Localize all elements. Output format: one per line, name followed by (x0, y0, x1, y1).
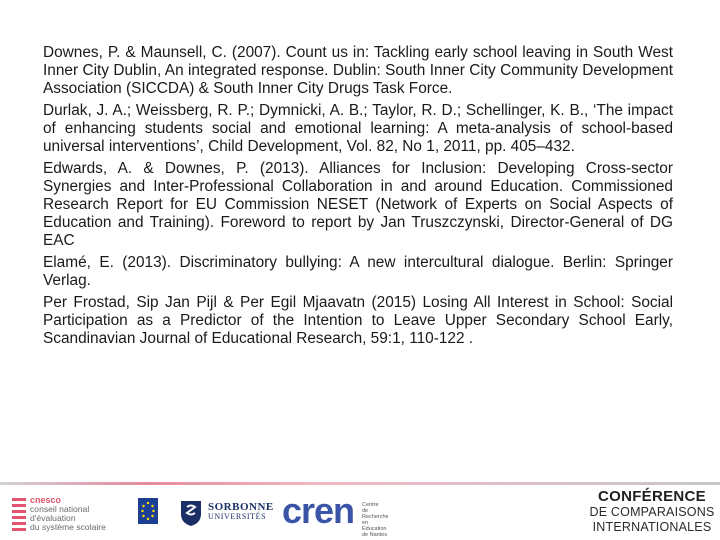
cren-sub-1: Centre (362, 502, 379, 508)
footer-divider (0, 482, 720, 485)
sorbonne-line-1: SORBONNE (208, 501, 274, 513)
reference-item: Downes, P. & Maunsell, C. (2007). Count us in: Tackling early school leaving in South West Inner City Dublin, An integrated response. Dublin: South Inner City Community Development Association (SICCDA) & South Inner City Drugs Task Force. (43, 44, 673, 97)
conference-line-1: CONFÉRENCE (597, 488, 706, 505)
cnesco-mark-icon (12, 498, 26, 534)
cren-sub-3: en Éducation (362, 520, 387, 532)
sorbonne-logo (178, 498, 274, 530)
cren-sub-4: de Nantes (362, 532, 388, 538)
reference-list (43, 44, 673, 352)
reference-item: Elamé, E. (2013). Discriminatory bullying: A new intercultural dialogue. Berlin: Springer Verlag. (43, 254, 673, 289)
eu-flag-icon (138, 498, 158, 524)
conference-line-3: INTERNATIONALES (592, 520, 712, 534)
cnesco-brand: cnesco (30, 495, 62, 505)
conference-logo (588, 488, 716, 540)
reference-item: Edwards, A. & Downes, P. (2013). Alliances for Inclusion: Developing Cross-sector Synergies and Inter-Professional Collaboration in and around Education. Commissioned Research Report for EU Commission NESET (Network of Experts on Social Aspects of Education and Training). Foreword to report by Jan Truszczynski, Director-General of DG EAC (43, 160, 673, 249)
reference-item: Per Frostad, Sip Jan Pijl & Per Egil Mjaavatn (2015) Losing All Interest in School: Social Participation as a Predictor of the Intention to Leave Upper Secondary School Early, Scandinavian Journal of Educational Research, 59:1, 110-122 . (43, 294, 673, 347)
cnesco-logo (12, 496, 124, 540)
reference-item: Durlak, J. A.; Weissberg, R. P.; Dymnicki, A. B.; Taylor, R. D.; Schellinger, K. B., ‘The impact of enhancing students social and emotional learning: A meta-analysis of school-based universal interventions’, Child Development, Vol. 82, No 1, 2011, pp. 405–432. (43, 102, 673, 155)
cren-wordmark: cren (282, 490, 355, 531)
footer-logos (0, 482, 720, 540)
sorbonne-line-2: UNIVERSITÉS (208, 512, 267, 521)
cnesco-line-2: d'évaluation (30, 513, 76, 523)
cnesco-line-1: conseil national (30, 504, 90, 514)
cnesco-line-3: du système scolaire (30, 522, 106, 532)
cren-logo (282, 490, 392, 538)
sorbonne-crest-icon (178, 498, 204, 528)
conference-line-2: DE COMPARAISONS (589, 505, 715, 519)
cren-sub-2: de Recherche (362, 508, 389, 520)
